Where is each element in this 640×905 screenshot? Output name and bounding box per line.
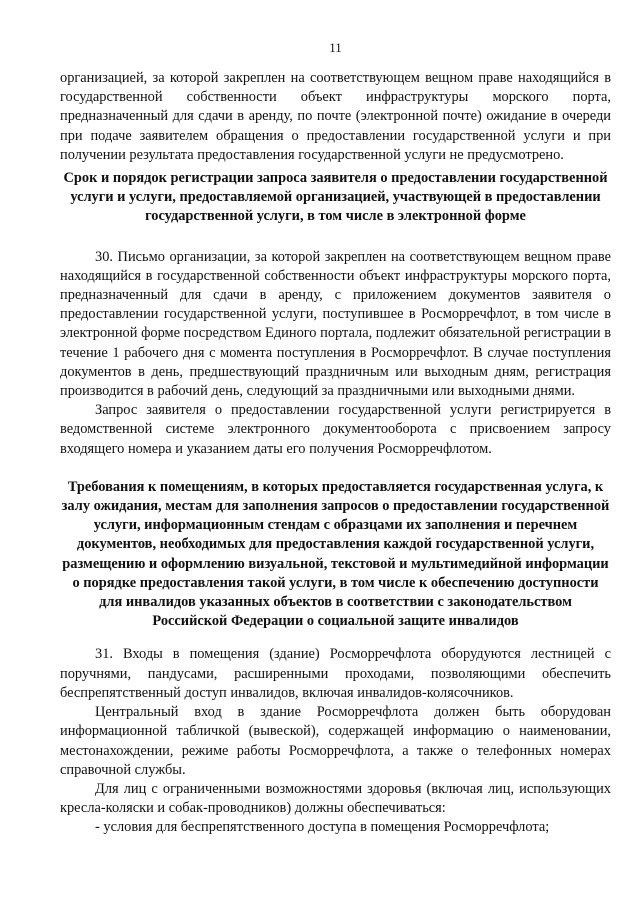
section-heading-premises: Требования к помещениям, в которых предоставляется государственная услуга, к залу ожидания, местам для заполнения запросов о предоставлении государственной услуги, информационным стендам с образцами их заполнения и перечнем документов, необходимых для предоставления каждой государственной услуги, размещению и оформлению визуальной, текстовой и мультимедийной информации о порядке предоставления такой услуги, в том числе к обеспечению доступности для инвалидов указанных объектов в соответствии с законодательством Российской Федерации о социальной защите инвалидов [61, 478, 610, 630]
paragraph-31-entrance: Центральный вход в здание Росморречфлота должен быть оборудован информационной табличкой (вывеской), содержащей информацию о наименовании, местонахождении, режиме работы Росморречфлота, а также о телефонных номерах справочной службы. [60, 704, 611, 778]
paragraph-continuation: организацией, за которой закреплен на соответствующем вещном праве находящийся в государственной собственности объект инфраструктуры морского порта, предназначенный для сдачи в аренду, по почте (электронной почте) ожидание в очереди при подаче заявителем обращения о предоставлении государственной услуги и при получении результата предоставления государственной услуги не предусмотрено. [60, 70, 611, 163]
paragraph-30: 30. Письмо организации, за которой закреплен на соответствующем вещном праве находящийся в государственной собственности объект инфраструктуры морского порта, предназначенный для сдачи в аренду, с приложением документов заявителя о предоставлении государственной услуги, поступившее в Росморречфлот, в том числе в электронной форме посредством Единого портала, подлежит обязательной регистрации в течение 1 рабочего дня с момента поступления в Росморречфлот. В случае поступления документов в день, предшествующий праздничным или выходным дням, регистрация производится в рабочий день, следующий за праздничными или выходными днями. [60, 248, 611, 400]
list-item-access: - условия для беспрепятственного доступа в помещения Росморречфлота; [95, 819, 550, 836]
page-number: 11 [329, 40, 342, 55]
paragraph-30-request: Запрос заявителя о предоставлении государственной услуги регистрируется в ведомственной системе электронного документооборота с присвоением запросу входящего номера и указанием даты его получения Росморречфлотом. [60, 402, 611, 457]
paragraph-31-disabled: Для лиц с ограниченными возможностями здоровья (включая лиц, использующих кресла-коляски и собак-проводников) должны обеспечиваться: [60, 780, 611, 817]
page-content [60, 40, 611, 838]
section-heading-registration: Срок и порядок регистрации запроса заявителя о предоставлении государственной услуги и услуги, предоставляемой организацией, участвующей в предоставлении государственной услуги, в том числе в электронной форме [63, 170, 608, 225]
paragraph-31: 31. Входы в помещения (здание) Росморречфлота оборудуются лестницей с поручнями, пандусами, расширенными проходами, позволяющими обеспечить беспрепятственный доступ инвалидов, включая инвалидов-колясочников. [60, 646, 611, 701]
